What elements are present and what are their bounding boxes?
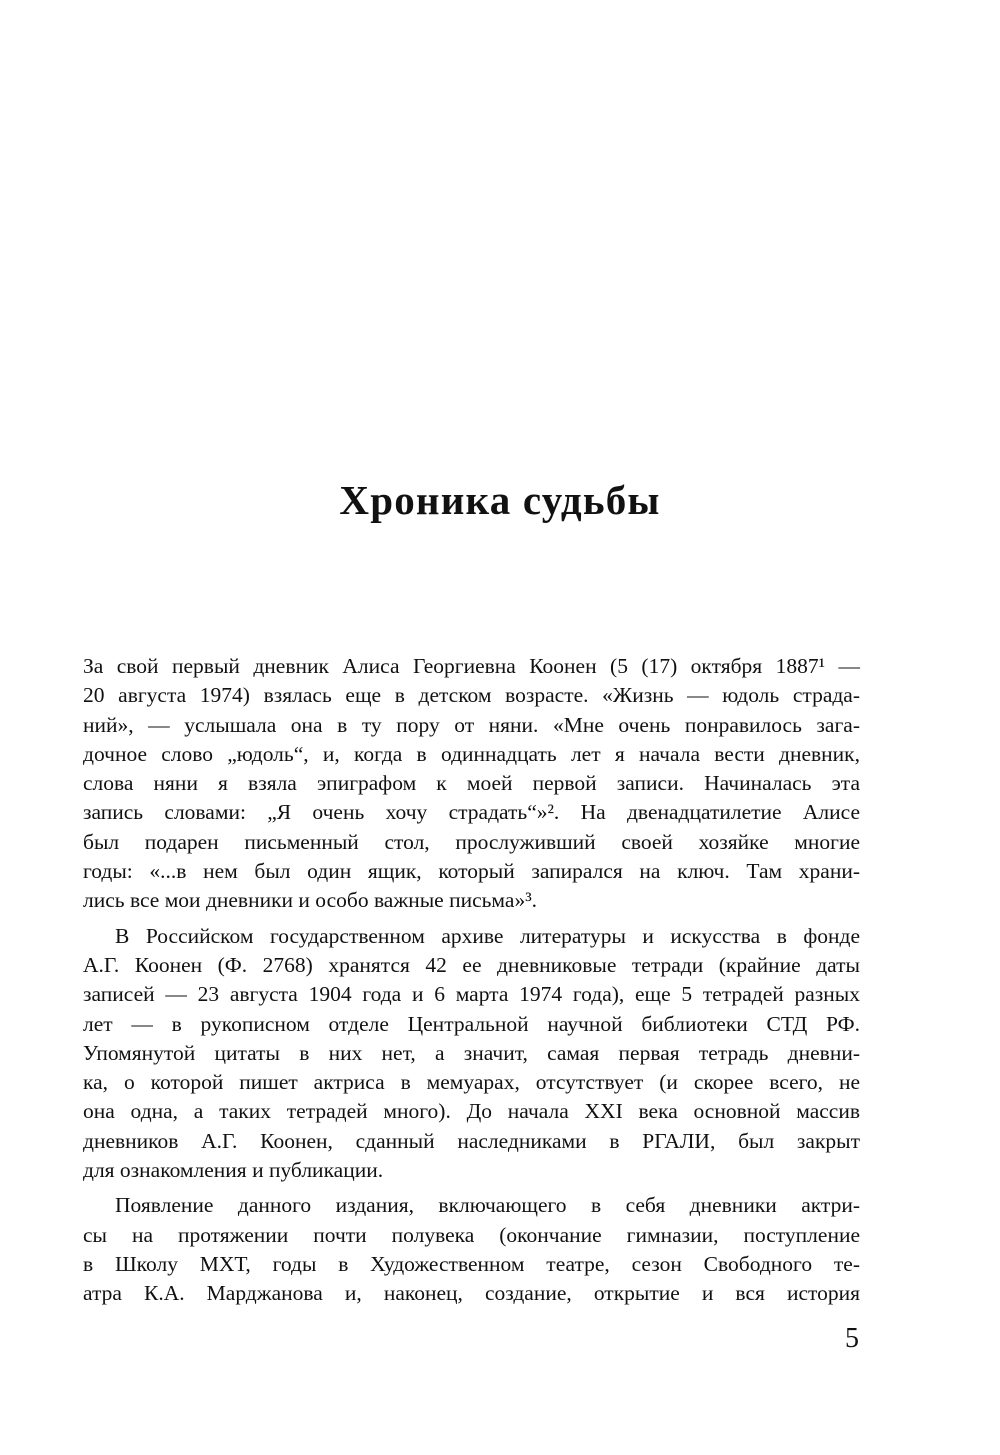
text-line: записей — 23 августа 1904 года и 6 марта 1974 года), еще 5 тетрадей разных xyxy=(83,982,860,1007)
text-line: Упомянутой цитаты в них нет, а значит, самая первая тетрадь дневни- xyxy=(83,1040,860,1065)
text-line: в Школу МХТ, годы в Художественном театре, сезон Свободного те- xyxy=(83,1251,860,1276)
text-line: был подарен письменный стол, прослуживший своей хозяйке многие xyxy=(83,829,860,854)
text-line: атра К.А. Марджанова и, наконец, создание, открытие и вся история xyxy=(83,1281,860,1306)
text-line: В Российском государственном архиве литературы и искусства в фонде xyxy=(115,923,860,948)
body-text xyxy=(83,652,860,1309)
text-line: запись словами: „Я очень хочу страдать“»². На двенадцатилетие Алисе xyxy=(83,800,860,825)
text-line: За свой первый дневник Алиса Георгиевна Коонен (5 (17) октября 1887¹ — xyxy=(83,654,860,678)
paragraph-1 xyxy=(83,652,860,916)
text-line: она одна, а таких тетрадей много). До начала XXI века основной массив xyxy=(83,1099,860,1124)
page-title: Хроника судьбы xyxy=(339,477,661,523)
text-line: для ознакомления и публикации. xyxy=(83,1158,384,1183)
text-line: Появление данного издания, включающего в себя дневники актри- xyxy=(115,1193,860,1218)
text-line: А.Г. Коонен (Ф. 2768) хранятся 42 ее дневниковые тетради (крайние даты xyxy=(83,952,860,977)
text-line: 20 августа 1974) взялась еще в детском возрасте. «Жизнь — юдоль страда- xyxy=(83,683,860,708)
text-line: ка, о которой пишет актриса в мемуарах, отсутствует (и скорее всего, не xyxy=(83,1070,860,1095)
text-line: годы: «...в нем был один ящик, который запирался на ключ. Там храни- xyxy=(83,859,860,884)
paragraph-3 xyxy=(83,1191,860,1308)
text-line: лет — в рукописном отделе Центральной научной библиотеки СТД РФ. xyxy=(83,1011,860,1036)
page-number: 5 xyxy=(845,1323,859,1354)
paragraph-2 xyxy=(83,922,860,1186)
text-line: сы на протяжении почти полувека (окончание гимназии, поступление xyxy=(83,1222,860,1247)
text-line: лись все мои дневники и особо важные письма»³. xyxy=(83,888,538,913)
text-line: дневников А.Г. Коонен, сданный наследниками в РГАЛИ, был закрыт xyxy=(83,1128,860,1153)
text-line: ний», — услышала она в ту пору от няни. «Мне очень понравилось зага- xyxy=(83,712,860,737)
text-line: слова няни я взяла эпиграфом к моей первой записи. Начиналась эта xyxy=(83,771,860,796)
text-line: дочное слово „юдоль“, и, когда в одиннадцать лет я начала вести дневник, xyxy=(83,741,860,766)
